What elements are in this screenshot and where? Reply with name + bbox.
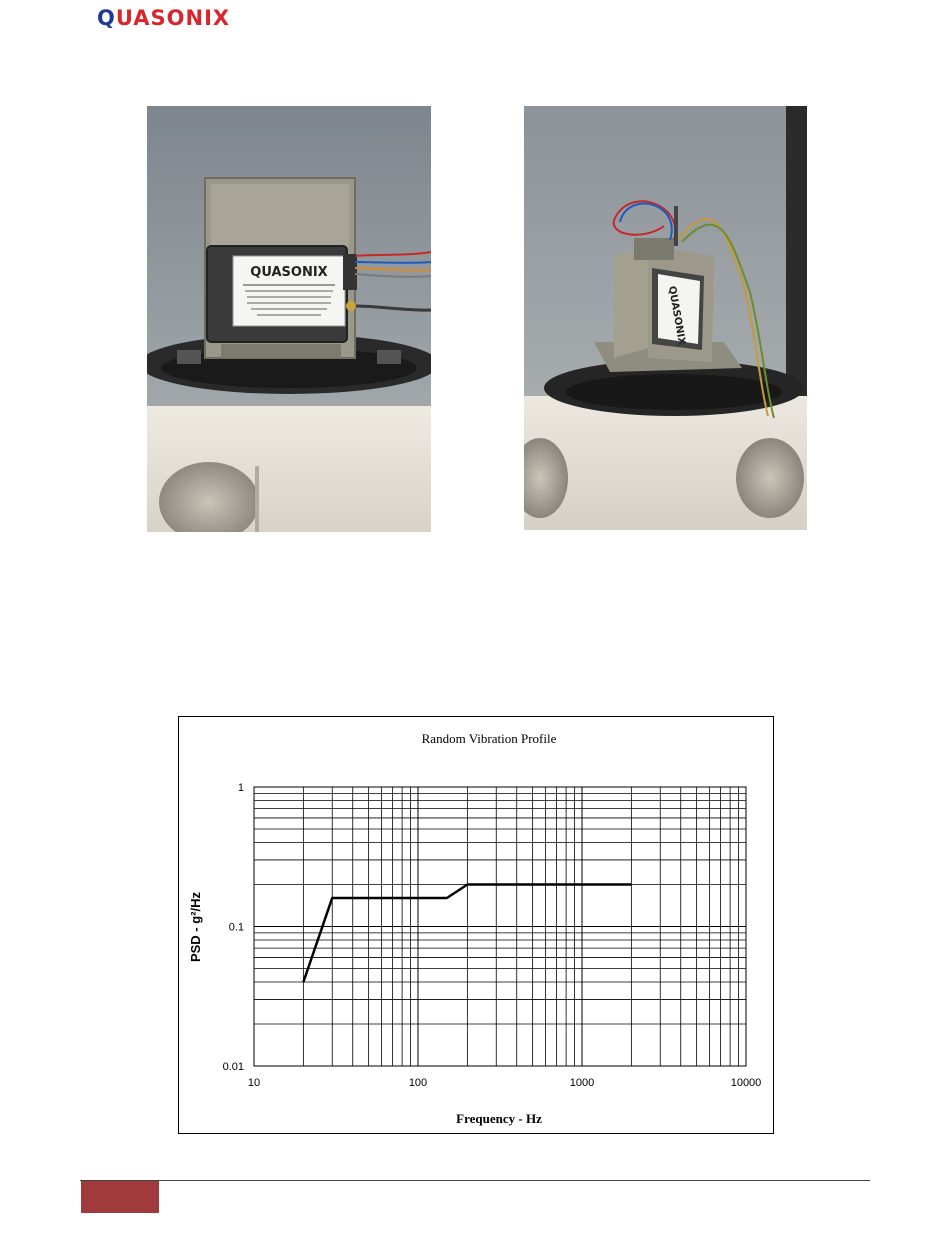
x-tick-label: 10000 bbox=[730, 1077, 762, 1089]
photo-front-illustration bbox=[147, 106, 431, 532]
x-tick-label: 10 bbox=[247, 1077, 261, 1089]
company-logo bbox=[97, 6, 230, 30]
y-tick-label: 0.01 bbox=[222, 1061, 244, 1073]
x-tick-label: 100 bbox=[408, 1077, 428, 1089]
footer-accent-block bbox=[81, 1181, 159, 1213]
chart-grid bbox=[254, 787, 746, 1066]
y-tick-label: 0.1 bbox=[228, 921, 244, 934]
logo-letter-q: Q bbox=[97, 6, 116, 30]
photo-angled-illustration bbox=[524, 106, 807, 530]
footer-rule bbox=[80, 1180, 870, 1181]
photo-angled-label: QUASONIX bbox=[665, 285, 688, 346]
chart-title: Random Vibration Profile bbox=[421, 731, 557, 746]
product-photo-angled bbox=[524, 106, 807, 530]
product-photo-front bbox=[147, 106, 431, 532]
chart-y-axis-label: PSD - g²/Hz bbox=[188, 891, 203, 963]
logo-letters-rest: UASONIX bbox=[115, 6, 231, 30]
photo-front-label: QUASONIX bbox=[250, 265, 328, 280]
chart-x-axis-label: Frequency - Hz bbox=[456, 1111, 542, 1126]
y-tick-label: 1 bbox=[237, 782, 244, 794]
random-vibration-chart bbox=[178, 716, 774, 1134]
chart-svg bbox=[179, 717, 773, 1133]
x-tick-label: 1000 bbox=[569, 1077, 595, 1089]
